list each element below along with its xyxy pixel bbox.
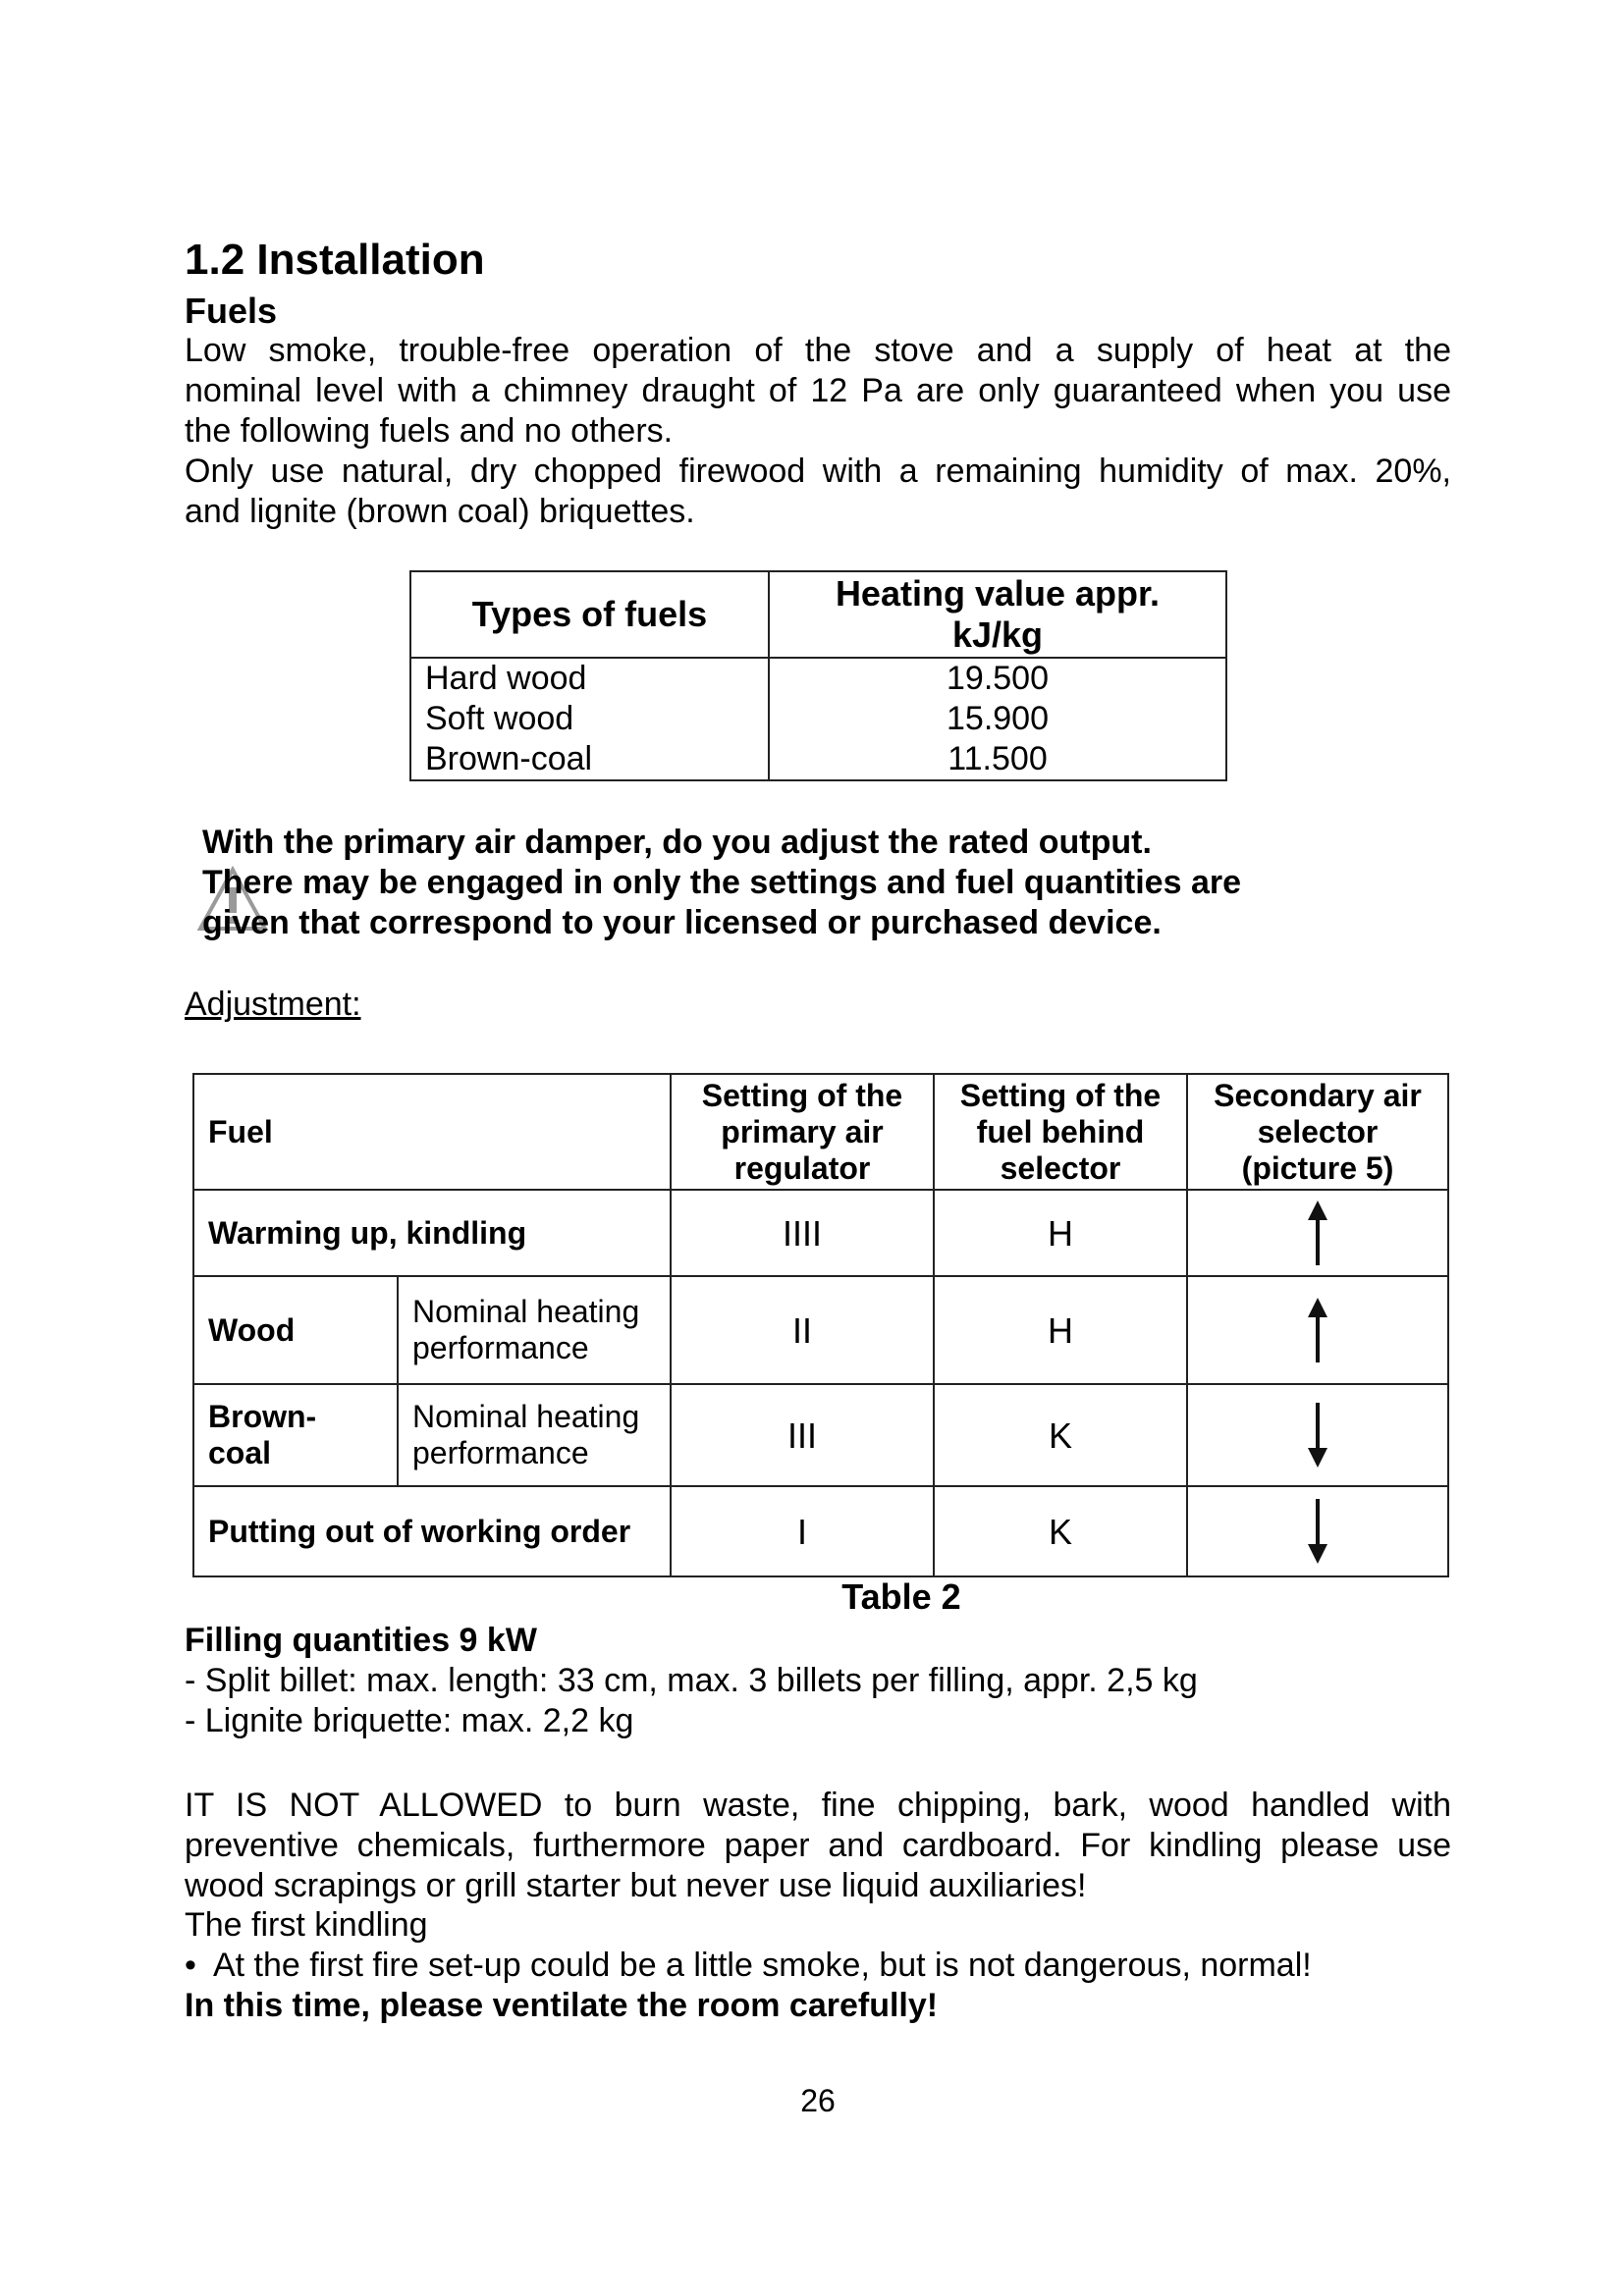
header-primary-air-l1: Setting of the [701,1077,903,1113]
arrow-up-icon [1307,1298,1328,1362]
wood-secondary [1187,1276,1448,1384]
intro-paragraph [185,331,1451,452]
fuels-heading: Fuels [185,291,278,331]
coal-mode-l2: performance [412,1435,589,1470]
intro-line: the following fuels and no others. [185,412,674,450]
header-primary-air [671,1074,934,1190]
bullet-text: At the first fire set-up could be a little smoke, but is not dangerous, normal! [212,1947,1312,1984]
ventilate-warning: In this time, please ventilate the room carefully! [185,1987,939,2024]
fuel-type-cell: Soft wood [410,699,769,739]
warming-label: Warming up, kindling [193,1190,671,1276]
only-use-line: and lignite (brown coal) briquettes. [185,493,695,530]
arrow-down-icon [1307,1403,1328,1468]
filling-line: - Lignite briquette: max. 2,2 kg [185,1702,634,1739]
fuel-type-cell: Brown-coal [410,739,769,780]
adjust-header-row [193,1074,1448,1190]
adjustment-label: Adjustment: [185,986,361,1023]
coal-secondary [1187,1384,1448,1486]
warning-notice [202,823,1430,943]
out-primary: I [671,1486,934,1576]
header-secondary-air [1187,1074,1448,1190]
header-fuel-behind-l2: fuel behind [976,1113,1145,1149]
header-primary-air-l3: regulator [733,1149,871,1186]
coal-primary: III [671,1384,934,1486]
page-number: 26 [800,2083,836,2118]
section-title: 1.2 Installation [185,236,485,284]
header-primary-air-l2: primary air [721,1113,884,1149]
header-secondary-air-l2: selector [1257,1113,1379,1149]
fuel-row [410,739,1226,780]
out-secondary [1187,1486,1448,1576]
intro-line: Low smoke, trouble-free operation of the stove and a supply of heat at the [185,332,1451,369]
filling-line: - Split billet: max. length: 33 cm, max. 3 billets per filling, appr. 2,5 kg [185,1662,1198,1699]
heating-value-cell: 15.900 [769,699,1226,739]
bullet-item [185,1947,1312,1985]
coal-fuel-l2: coal [208,1435,272,1470]
table-caption: Table 2 [841,1576,961,1617]
fuel-table-header [410,571,1226,658]
adjustment-table [192,1073,1449,1577]
only-use-paragraph [185,452,1451,532]
header-secondary-air-l1: Secondary air [1214,1077,1422,1113]
header-fuel-behind [934,1074,1187,1190]
not-allowed-line: wood scrapings or grill starter but never use liquid auxiliaries! [185,1867,1087,1904]
first-kindling: The first kindling [185,1906,428,1944]
coal-behind: K [934,1384,1187,1486]
warming-primary: IIII [671,1190,934,1276]
header-secondary-air-l3: (picture 5) [1241,1149,1394,1186]
out-behind: K [934,1486,1187,1576]
wood-behind: H [934,1276,1187,1384]
not-allowed-paragraph [185,1786,1451,1906]
warning-line: given that correspond to your licensed or purchased device. [202,904,1162,941]
header-fuel: Fuel [193,1074,671,1190]
header-heating-value-line2: kJ/kg [951,614,1044,655]
coal-fuel [193,1384,398,1486]
fuel-types-table [409,570,1227,781]
wood-fuel: Wood [193,1276,398,1384]
arrow-up-icon [1307,1201,1328,1265]
wood-mode [398,1276,671,1384]
intro-line: nominal level with a chimney draught of 12 Pa are only guaranteed when you use [185,372,1451,409]
fuel-type-cell: Hard wood [410,658,769,699]
heating-value-cell: 11.500 [769,739,1226,780]
not-allowed-line: IT IS NOT ALLOWED to burn waste, fine chipping, bark, wood handled with [185,1787,1451,1824]
wood-mode-l1: Nominal heating [412,1294,640,1329]
wood-primary: II [671,1276,934,1384]
header-heating-value [769,571,1226,658]
header-types-of-fuels: Types of fuels [410,571,769,658]
out-label: Putting out of working order [193,1486,671,1576]
warming-secondary [1187,1190,1448,1276]
coal-fuel-l1: Brown- [208,1399,317,1434]
coal-mode-l1: Nominal heating [412,1399,640,1434]
warming-behind: H [934,1190,1187,1276]
arrow-down-icon [1307,1499,1328,1564]
fuel-row [410,699,1226,739]
row-putting-out [193,1486,1448,1576]
bullet-icon: • [185,1947,196,1984]
header-heating-value-line1: Heating value appr. [835,573,1161,614]
header-fuel-behind-l1: Setting of the [959,1077,1162,1113]
only-use-line: Only use natural, dry chopped firewood with a remaining humidity of max. 20%, [185,453,1451,490]
row-brown-coal [193,1384,1448,1486]
row-warming-up [193,1190,1448,1276]
coal-mode [398,1384,671,1486]
not-allowed-line: preventive chemicals, furthermore paper and cardboard. For kindling please use [185,1827,1451,1864]
warning-line: With the primary air damper, do you adjust the rated output. [202,824,1152,861]
filling-quantities-title: Filling quantities 9 kW [185,1622,537,1659]
heating-value-cell: 19.500 [769,658,1226,699]
fuel-row [410,658,1226,699]
header-fuel-behind-l3: selector [1000,1149,1121,1186]
wood-mode-l2: performance [412,1330,589,1365]
row-wood [193,1276,1448,1384]
warning-line: There may be engaged in only the settings and fuel quantities are [202,864,1242,901]
